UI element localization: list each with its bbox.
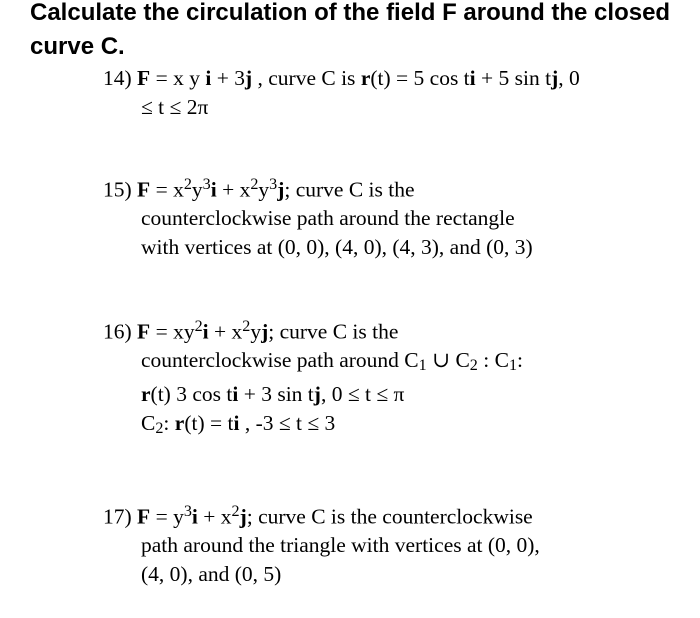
field-expression: = x (150, 177, 184, 202)
curve-expression: (t) 3 cos t (150, 382, 233, 407)
unit-i: i (191, 504, 198, 529)
exponent: 2 (194, 318, 203, 335)
unit-j: j (261, 319, 269, 344)
problem-16-line-4 (103, 409, 693, 443)
vector-r: r (174, 411, 185, 436)
curve-text: ; curve C is the (268, 319, 399, 344)
exponent: 3 (269, 176, 278, 193)
unit-i: i (210, 177, 217, 202)
curve-text: ∪ C (426, 348, 470, 373)
curve-expression: , -3 ≤ t ≤ 3 (239, 411, 336, 436)
subscript: 1 (508, 357, 517, 375)
curve-text: ; curve C is the counterclockwise (246, 504, 533, 529)
vector-F: F (137, 177, 151, 202)
curve-text: ; curve C is the (284, 177, 415, 202)
exponent: 2 (231, 503, 240, 520)
curve-expression: (t) = t (184, 411, 234, 436)
problem-15-line-3: with vertices at (0, 0), (4, 0), (4, 3), and (0, 3) (141, 235, 533, 260)
unit-i: i (232, 382, 239, 407)
problem-16 (103, 312, 693, 444)
vector-r: r (360, 66, 371, 90)
field-expression: = x y (150, 66, 206, 90)
unit-i: i (202, 319, 209, 344)
problem-16-line-3 (103, 380, 693, 409)
curve-expression: + 5 sin t (475, 66, 552, 90)
problem-14 (103, 64, 693, 122)
problem-number: 15) (103, 177, 132, 202)
unit-i: i (233, 411, 240, 436)
vector-F: F (137, 504, 151, 529)
problem-17-line-3: (4, 0), and (0, 5) (141, 562, 282, 587)
problem-17-line-2: path around the triangle with vertices at (0, 0), (141, 533, 540, 558)
unit-j: j (313, 382, 321, 407)
problem-15-line-2: counterclockwise path around the rectangle (141, 206, 515, 231)
curve-expression: , 0 (558, 66, 580, 90)
curve-expression: , 0 ≤ t ≤ π (320, 382, 405, 407)
problem-16-line-1 (103, 312, 693, 346)
curve-text: : C (477, 348, 509, 373)
curve-text: C (141, 411, 156, 436)
problem-number: 16) (103, 319, 132, 344)
problem-15-line-1 (103, 170, 693, 204)
problem-14-line-2: ≤ t ≤ 2π (141, 95, 209, 119)
problem-14-line-1 (103, 64, 693, 93)
heading-line-1: Calculate the circulation of the field F around the closed (30, 0, 671, 26)
exponent: 3 (183, 503, 192, 520)
field-expression: + x (216, 177, 251, 202)
field-expression: y (258, 177, 270, 202)
unit-j: j (239, 504, 247, 529)
field-expression: y (250, 319, 262, 344)
field-expression: + x (197, 504, 232, 529)
field-expression: + 3 (211, 66, 245, 90)
heading-line-2: curve C. (30, 33, 125, 60)
problem-17 (103, 497, 693, 589)
problem-16-line-2 (103, 346, 693, 380)
instructions-heading (30, 0, 690, 64)
problem-number: 14) (103, 66, 132, 90)
field-expression: y (191, 177, 203, 202)
subscript: 2 (469, 357, 478, 375)
problem-15 (103, 170, 693, 262)
exponent: 2 (242, 318, 251, 335)
problem-17-line-1 (103, 497, 693, 531)
unit-j: j (277, 177, 285, 202)
curve-text: , curve C is (252, 66, 361, 90)
curve-text: : (163, 411, 175, 436)
vector-F: F (137, 319, 151, 344)
exponent: 3 (202, 176, 211, 193)
exponent: 2 (250, 176, 259, 193)
unit-j: j (551, 66, 559, 90)
problem-number: 17) (103, 504, 132, 529)
unit-i: i (205, 66, 212, 90)
curve-text: : (517, 348, 523, 373)
vector-r: r (141, 382, 151, 407)
curve-text: counterclockwise path around C (141, 348, 419, 373)
field-expression: = y (150, 504, 184, 529)
curve-expression: (t) = 5 cos t (370, 66, 470, 90)
unit-i: i (469, 66, 476, 90)
field-expression: + x (208, 319, 243, 344)
vector-F: F (137, 66, 151, 90)
subscript: 1 (418, 357, 427, 375)
subscript: 2 (155, 420, 164, 438)
curve-expression: + 3 sin t (238, 382, 314, 407)
field-expression: = xy (150, 319, 195, 344)
exponent: 2 (183, 176, 192, 193)
unit-j: j (244, 66, 253, 90)
